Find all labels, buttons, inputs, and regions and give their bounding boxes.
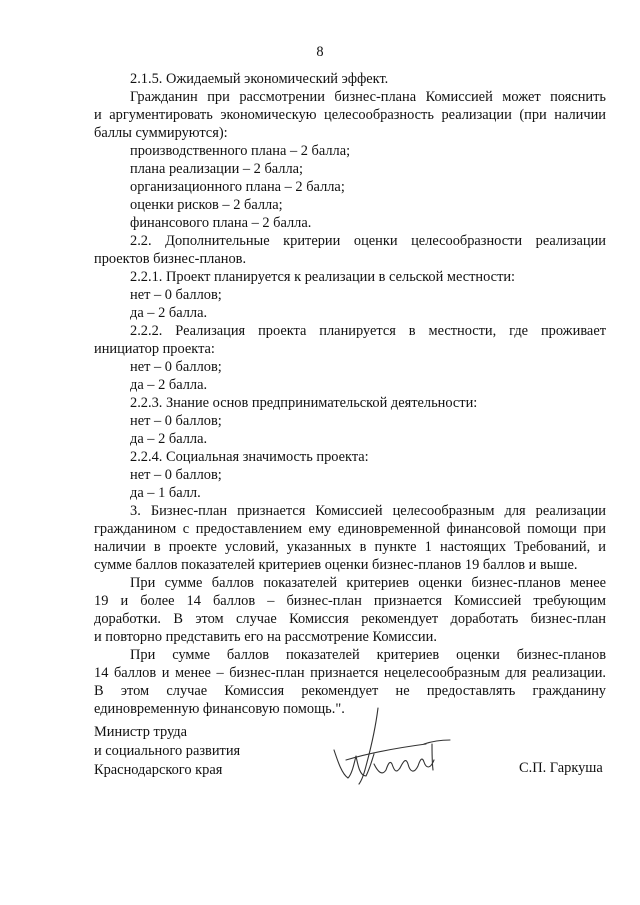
paragraph-line: гражданином с предоставлением ему единовременной финансовой помощи при <box>94 521 606 537</box>
paragraph-line: При сумме баллов показателей критериев оценки бизнес-планов <box>130 647 606 663</box>
list-item: да – 2 балла. <box>130 431 208 447</box>
paragraph-line: Гражданин при рассмотрении бизнес-плана Комиссией может пояснить <box>130 89 606 105</box>
paragraph-line: 19 и более 14 баллов – бизнес-план признается Комиссией требующим <box>94 593 606 609</box>
criterion-heading: 2.2.2. Реализация проекта планируется в местности, где проживает <box>130 323 606 339</box>
paragraph-line: доработки. В этом случае Комиссия рекомендует доработать бизнес-план <box>94 611 606 627</box>
handwritten-signature <box>326 704 466 794</box>
list-item: оценки рисков – 2 балла; <box>130 197 283 213</box>
list-item: организационного плана – 2 балла; <box>130 179 345 195</box>
list-item: да – 2 балла. <box>130 377 208 393</box>
paragraph-line: В этом случае Комиссия рекомендует не предоставлять гражданину <box>94 683 606 699</box>
section-heading: 2.1.5. Ожидаемый экономический эффект. <box>130 71 389 87</box>
list-item: плана реализации – 2 балла; <box>130 161 304 177</box>
signatory-title-line: Краснодарского края <box>94 762 223 778</box>
paragraph-line: и аргументировать экономическую целесообразность реализации (при наличии <box>94 107 606 123</box>
signatory-name: С.П. Гаркуша <box>519 760 603 776</box>
paragraph-line: баллы суммируются): <box>94 125 228 141</box>
paragraph-line: 3. Бизнес-план признается Комиссией целесообразным для реализации <box>130 503 606 519</box>
signatory-title <box>94 723 240 780</box>
paragraph-line: сумме баллов показателей критериев оценки бизнес-планов 19 баллов и выше. <box>94 557 578 573</box>
paragraph-line: проектов бизнес-планов. <box>94 251 247 267</box>
paragraph-line: и повторно представить его на рассмотрение Комиссии. <box>94 629 437 645</box>
list-item: нет – 0 баллов; <box>130 413 222 429</box>
list-item: нет – 0 баллов; <box>130 287 222 303</box>
list-item: финансового плана – 2 балла. <box>130 215 312 231</box>
paragraph-line: При сумме баллов показателей критериев оценки бизнес-планов менее <box>130 575 606 591</box>
paragraph-line: единовременную финансовую помощь.". <box>94 701 345 717</box>
criterion-heading: 2.2.1. Проект планируется к реализации в сельской местности: <box>130 269 516 285</box>
signatory-title-line: и социального развития <box>94 743 241 759</box>
list-item: нет – 0 баллов; <box>130 359 222 375</box>
list-item: да – 1 балл. <box>130 485 201 501</box>
page-number: 8 <box>316 44 324 60</box>
paragraph-line: 14 баллов и менее – бизнес-план признается нецелесообразным для реализации. <box>94 665 606 681</box>
list-item: нет – 0 баллов; <box>130 467 222 483</box>
list-item: производственного плана – 2 балла; <box>130 143 351 159</box>
signatory-title-line: Министр труда <box>94 724 188 740</box>
criterion-heading: 2.2.3. Знание основ предпринимательской деятельности: <box>130 395 478 411</box>
paragraph-line: инициатор проекта: <box>94 341 215 357</box>
paragraph-line: наличии в проекте условий, указанных в пункте 1 настоящих Требований, и <box>94 539 606 555</box>
list-item: да – 2 балла. <box>130 305 208 321</box>
criterion-heading: 2.2.4. Социальная значимость проекта: <box>130 449 369 465</box>
section-heading: 2.2. Дополнительные критерии оценки целесообразности реализации <box>130 233 606 249</box>
